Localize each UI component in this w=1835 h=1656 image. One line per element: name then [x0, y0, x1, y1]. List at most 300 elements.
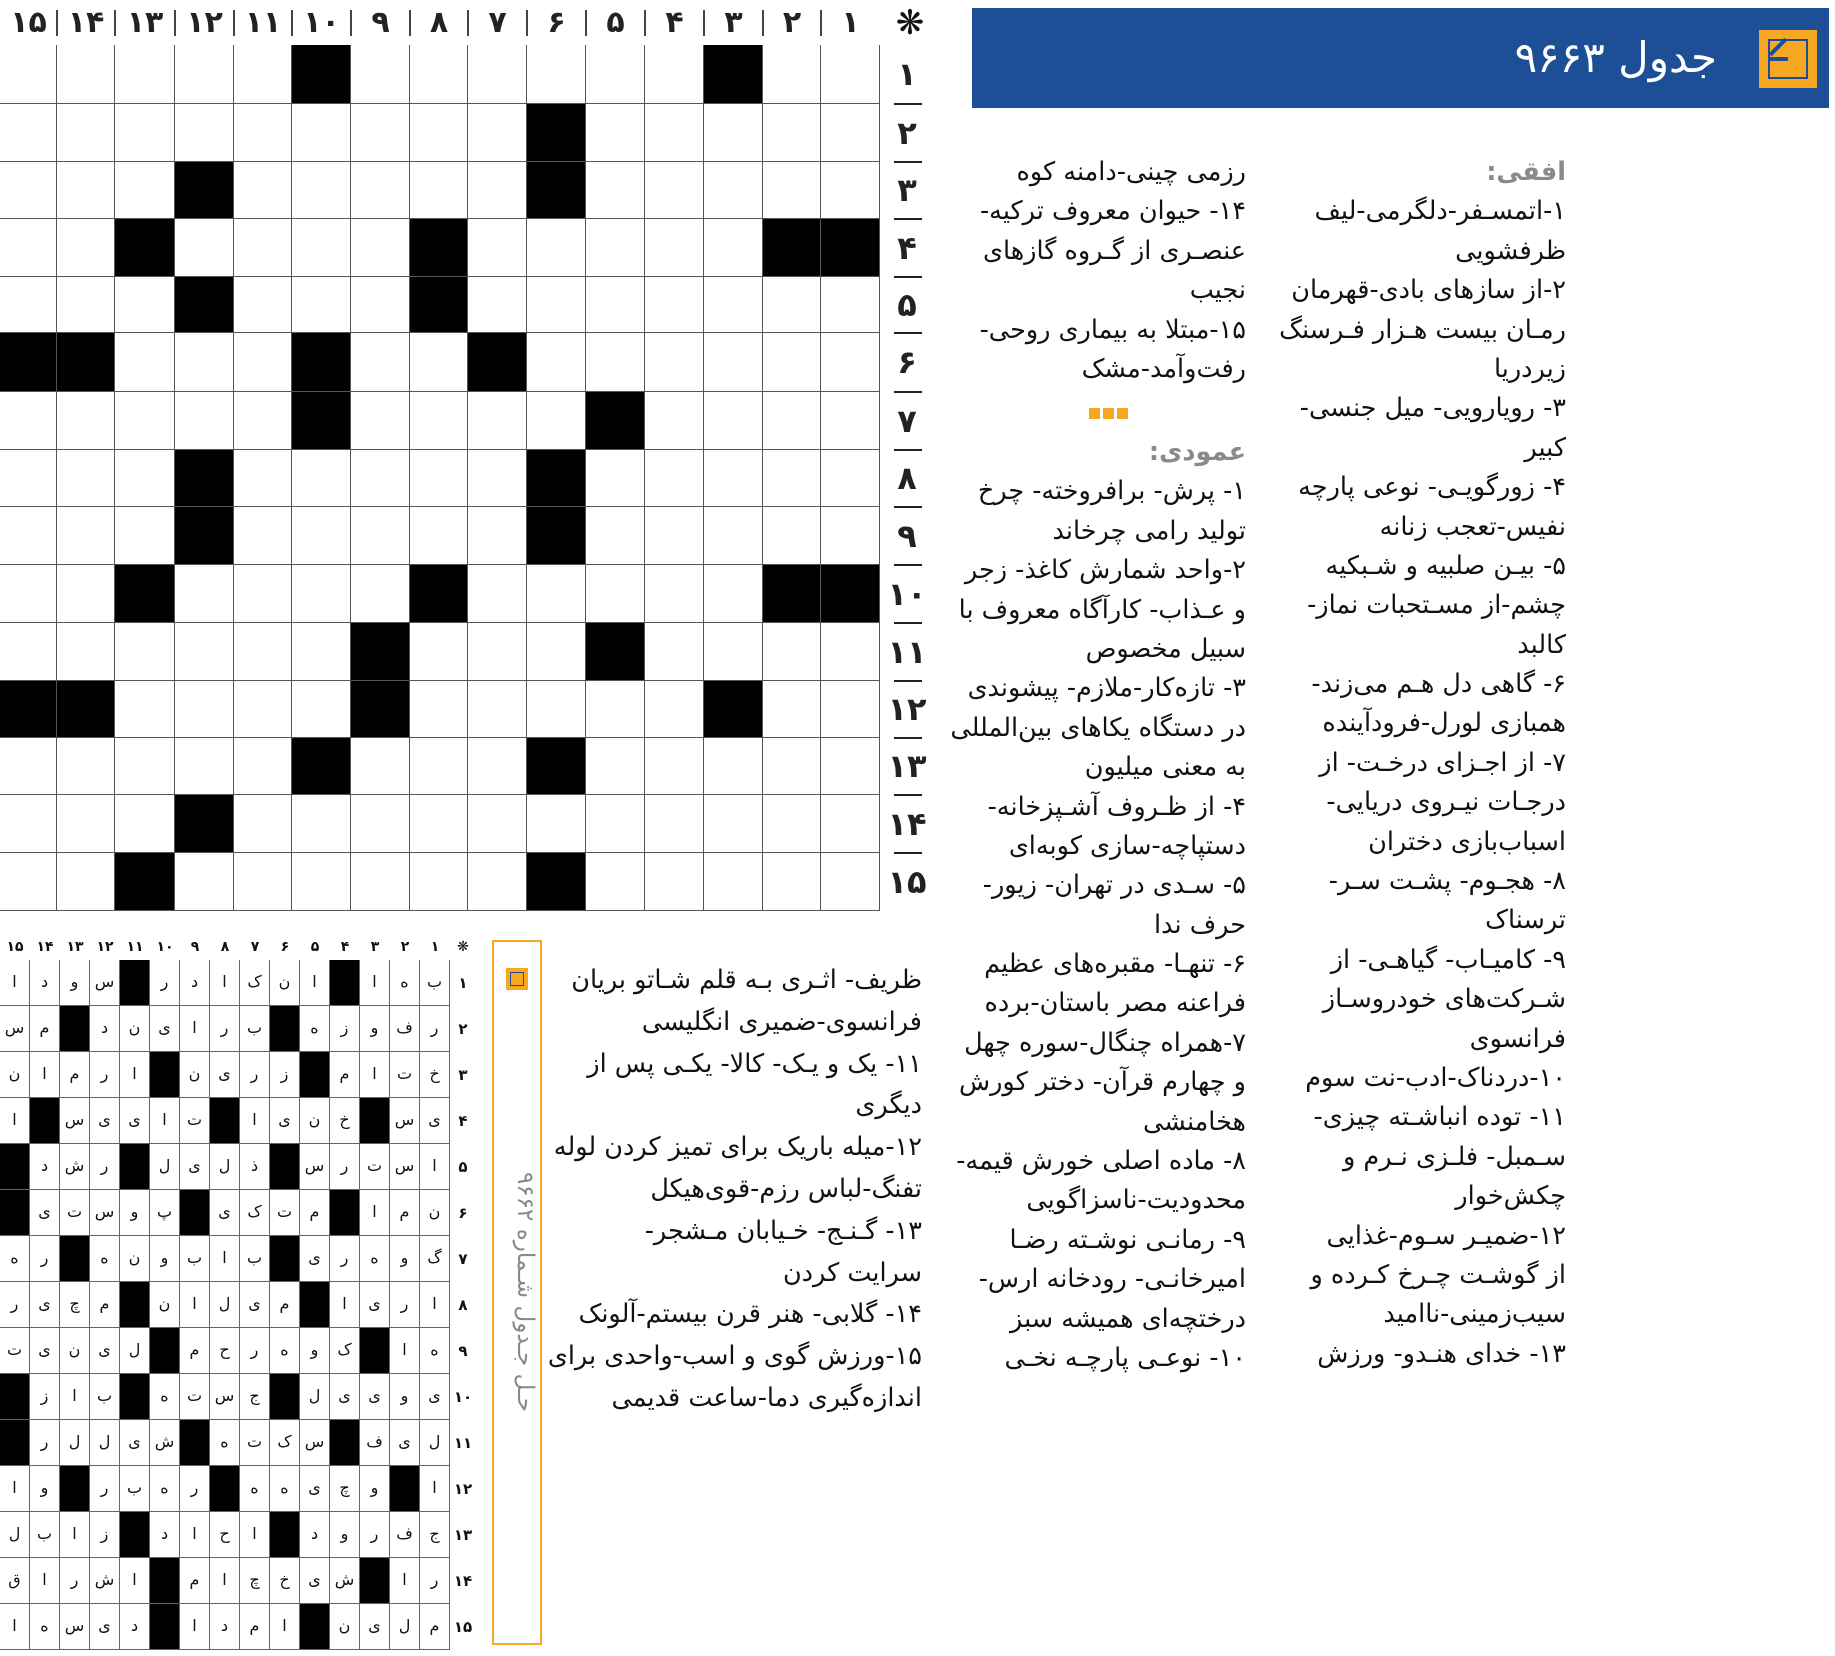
grid-cell[interactable] [0, 392, 57, 450]
grid-cell[interactable] [57, 738, 115, 795]
grid-cell[interactable] [821, 681, 880, 738]
grid-cell[interactable] [175, 219, 234, 277]
solution-cell: م [270, 1282, 300, 1328]
grid-cell[interactable] [115, 104, 175, 162]
solution-cell: ی [120, 1098, 150, 1144]
grid-cell[interactable] [234, 333, 292, 392]
solution-cell: د [210, 1604, 240, 1650]
clue-line: ۱-اتمسـفر-دلگرمی-لیف [1314, 196, 1566, 227]
grid-cell[interactable] [351, 507, 410, 565]
grid-cell[interactable] [763, 853, 821, 911]
grid-cell[interactable] [115, 45, 175, 104]
grid-cell[interactable] [645, 738, 704, 795]
clue-line: ۱۲-میله باریک برای تمیز کردن لوله [553, 1132, 922, 1163]
solution-row-number: ۴ [458, 1112, 468, 1130]
solution-black-cell [180, 1190, 210, 1236]
grid-cell[interactable] [115, 392, 175, 450]
grid-cell[interactable] [763, 681, 821, 738]
grid-cell[interactable] [821, 277, 880, 333]
grid-cell[interactable] [351, 795, 410, 853]
row-separator [894, 680, 922, 682]
solution-cell: م [30, 1006, 60, 1052]
clue-line: ۵- بیـن صلبیه و شـبکیه [1325, 550, 1566, 581]
clue-line: ۷-همراه چنگال-سوره چهل [964, 1027, 1246, 1058]
grid-cell[interactable] [821, 507, 880, 565]
black-cell [704, 45, 763, 104]
column-number: ۱۵ [10, 5, 47, 40]
grid-cell[interactable] [468, 795, 527, 853]
grid-cell[interactable] [645, 392, 704, 450]
grid-cell[interactable] [175, 45, 234, 104]
grid-cell[interactable] [234, 104, 292, 162]
grid-cell[interactable] [468, 219, 527, 277]
grid-cell[interactable] [0, 219, 57, 277]
grid-cell[interactable] [645, 45, 704, 104]
grid-cell[interactable] [704, 219, 763, 277]
grid-cell[interactable] [468, 738, 527, 795]
solution-cell: ی [300, 1558, 330, 1604]
grid-cell[interactable] [57, 565, 115, 623]
grid-cell[interactable] [645, 162, 704, 219]
grid-cell[interactable] [586, 507, 645, 565]
grid-cell[interactable] [234, 623, 292, 681]
corner-star-icon: ❋ [895, 3, 925, 43]
grid-cell[interactable] [586, 565, 645, 623]
solution-cell: د [150, 1512, 180, 1558]
solution-cell: ی [270, 1098, 300, 1144]
corner-star-icon: ❋ [457, 939, 469, 955]
solution-column-number: ۷ [250, 939, 260, 955]
solution-column-number: ۲ [400, 939, 410, 955]
solution-cell: م [330, 1052, 360, 1098]
clue-line: سبیل مخصوص [1085, 633, 1246, 664]
grid-cell[interactable] [821, 45, 880, 104]
grid-cell[interactable] [763, 162, 821, 219]
grid-cell[interactable] [468, 392, 527, 450]
grid-cell[interactable] [704, 795, 763, 853]
grid-cell[interactable] [234, 162, 292, 219]
newspaper-logo-icon [506, 968, 528, 990]
grid-cell[interactable] [645, 507, 704, 565]
grid-cell[interactable] [410, 45, 468, 104]
grid-cell[interactable] [410, 104, 468, 162]
grid-cell[interactable] [468, 623, 527, 681]
grid-cell[interactable] [292, 277, 351, 333]
grid-cell[interactable] [0, 277, 57, 333]
grid-cell[interactable] [115, 333, 175, 392]
black-cell [292, 738, 351, 795]
grid-cell[interactable] [704, 565, 763, 623]
black-cell [410, 277, 468, 333]
grid-cell[interactable] [115, 277, 175, 333]
grid-cell[interactable] [351, 565, 410, 623]
grid-cell[interactable] [351, 219, 410, 277]
solution-column-number: ۱۱ [126, 939, 144, 955]
solution-black-cell [330, 1190, 360, 1236]
grid-cell[interactable] [586, 104, 645, 162]
grid-cell[interactable] [57, 623, 115, 681]
solution-cell: د [30, 960, 60, 1006]
grid-cell[interactable] [645, 104, 704, 162]
solution-black-cell [330, 960, 360, 1006]
solution-cell: ی [330, 1374, 360, 1420]
clue-line: ۴- از ظـروف آشـپزخانه- [987, 791, 1246, 822]
grid-cell[interactable] [763, 277, 821, 333]
grid-cell[interactable] [351, 104, 410, 162]
clue-line: ۹- کامیـاب- گیاهـی- از [1330, 944, 1566, 975]
grid-cell[interactable] [410, 333, 468, 392]
solution-black-cell [390, 1466, 420, 1512]
grid-cell[interactable] [175, 104, 234, 162]
grid-cell[interactable] [704, 277, 763, 333]
grid-cell[interactable] [410, 795, 468, 853]
solution-cell: ا [420, 1466, 450, 1512]
grid-cell[interactable] [175, 681, 234, 738]
grid-cell[interactable] [527, 623, 586, 681]
solution-cell: د [90, 1006, 120, 1052]
grid-cell[interactable] [763, 392, 821, 450]
grid-cell[interactable] [410, 507, 468, 565]
grid-cell[interactable] [175, 853, 234, 911]
grid-cell[interactable] [704, 507, 763, 565]
grid-cell[interactable] [586, 853, 645, 911]
clue-line: ۱۵-مبتلا به بیماری روحی- [979, 314, 1246, 345]
solution-cell: ن [120, 1006, 150, 1052]
grid-cell[interactable] [115, 450, 175, 507]
grid-cell[interactable] [57, 392, 115, 450]
solution-cell: ب [240, 1236, 270, 1282]
solution-cell: ا [420, 1144, 450, 1190]
grid-cell[interactable] [527, 45, 586, 104]
solution-cell: ر [60, 1558, 90, 1604]
grid-cell[interactable] [763, 738, 821, 795]
solution-black-cell [270, 1006, 300, 1052]
solution-cell: ب [420, 960, 450, 1006]
grid-cell[interactable] [527, 565, 586, 623]
grid-cell[interactable] [527, 392, 586, 450]
grid-cell[interactable] [704, 853, 763, 911]
black-cell [527, 507, 586, 565]
solution-cell: ه [360, 1236, 390, 1282]
grid-cell[interactable] [175, 565, 234, 623]
grid-cell[interactable] [234, 853, 292, 911]
grid-cell[interactable] [57, 162, 115, 219]
solution-black-cell [360, 1098, 390, 1144]
grid-cell[interactable] [115, 795, 175, 853]
grid-cell[interactable] [527, 681, 586, 738]
grid-cell[interactable] [292, 219, 351, 277]
clue-line: ۵- سـدی در تهران- زیور- [982, 870, 1246, 901]
grid-cell[interactable] [468, 162, 527, 219]
grid-cell[interactable] [0, 45, 57, 104]
solution-black-cell [120, 1144, 150, 1190]
grid-cell[interactable] [645, 623, 704, 681]
grid-cell[interactable] [586, 450, 645, 507]
grid-cell[interactable] [351, 392, 410, 450]
grid-cell[interactable] [586, 45, 645, 104]
solution-cell: ک [240, 960, 270, 1006]
grid-cell[interactable] [821, 853, 880, 911]
solution-cell: و [120, 1190, 150, 1236]
solution-cell: ز [270, 1052, 300, 1098]
grid-cell[interactable] [468, 45, 527, 104]
grid-cell[interactable] [175, 738, 234, 795]
grid-cell[interactable] [821, 104, 880, 162]
solution-cell: ی [300, 1236, 330, 1282]
grid-cell[interactable] [57, 219, 115, 277]
grid-cell[interactable] [234, 277, 292, 333]
solution-cell: ف [390, 1006, 420, 1052]
grid-cell[interactable] [234, 392, 292, 450]
grid-cell[interactable] [234, 738, 292, 795]
grid-cell[interactable] [586, 277, 645, 333]
grid-cell[interactable] [763, 45, 821, 104]
solution-cell: ا [180, 1006, 210, 1052]
grid-cell[interactable] [351, 450, 410, 507]
grid-cell[interactable] [292, 795, 351, 853]
grid-cell[interactable] [821, 162, 880, 219]
clue-line: و چهارم قرآن- دختر کورش [958, 1067, 1246, 1098]
grid-cell[interactable] [57, 507, 115, 565]
grid-cell[interactable] [351, 333, 410, 392]
grid-cell[interactable] [821, 738, 880, 795]
grid-cell[interactable] [645, 853, 704, 911]
clue-line: هخامنشی [1142, 1106, 1246, 1137]
grid-cell[interactable] [0, 450, 57, 507]
grid-cell[interactable] [410, 623, 468, 681]
solution-cell: م [60, 1052, 90, 1098]
black-cell [57, 333, 115, 392]
grid-cell[interactable] [0, 795, 57, 853]
grid-cell[interactable] [763, 333, 821, 392]
grid-cell[interactable] [0, 104, 57, 162]
black-cell [175, 277, 234, 333]
grid-cell[interactable] [234, 795, 292, 853]
grid-cell[interactable] [57, 853, 115, 911]
grid-cell[interactable] [351, 162, 410, 219]
grid-cell[interactable] [645, 681, 704, 738]
grid-cell[interactable] [292, 507, 351, 565]
grid-cell[interactable] [351, 853, 410, 911]
row-number: ۱۱ [887, 633, 927, 671]
black-cell [175, 450, 234, 507]
grid-cell[interactable] [821, 333, 880, 392]
grid-cell[interactable] [645, 219, 704, 277]
grid-cell[interactable] [527, 277, 586, 333]
grid-cell[interactable] [821, 623, 880, 681]
solution-cell: ر [180, 1466, 210, 1512]
grid-cell[interactable] [234, 507, 292, 565]
row-number: ۸ [897, 459, 917, 497]
solution-cell: ه [210, 1420, 240, 1466]
solution-cell: ر [30, 1236, 60, 1282]
grid-cell[interactable] [821, 795, 880, 853]
solution-cell: ج [240, 1374, 270, 1420]
grid-cell[interactable] [115, 162, 175, 219]
grid-cell[interactable] [763, 507, 821, 565]
grid-cell[interactable] [821, 450, 880, 507]
grid-cell[interactable] [410, 853, 468, 911]
solution-black-cell [270, 1236, 300, 1282]
solution-cell: ا [0, 960, 30, 1006]
solution-cell: خ [330, 1098, 360, 1144]
grid-cell[interactable] [704, 104, 763, 162]
solution-cell: و [390, 1374, 420, 1420]
black-cell [468, 333, 527, 392]
grid-cell[interactable] [410, 392, 468, 450]
grid-cell[interactable] [468, 565, 527, 623]
grid-cell[interactable] [704, 162, 763, 219]
solution-cell: ت [390, 1052, 420, 1098]
grid-cell[interactable] [351, 277, 410, 333]
grid-cell[interactable] [292, 104, 351, 162]
grid-cell[interactable] [292, 623, 351, 681]
grid-cell[interactable] [57, 277, 115, 333]
grid-cell[interactable] [410, 738, 468, 795]
grid-cell[interactable] [351, 45, 410, 104]
grid-cell[interactable] [0, 738, 57, 795]
grid-cell[interactable] [645, 565, 704, 623]
clue-line: ۱۱- توده انباشـته چیزی- [1313, 1102, 1566, 1133]
grid-cell[interactable] [586, 333, 645, 392]
solution-cell: پ [150, 1190, 180, 1236]
grid-cell[interactable] [175, 392, 234, 450]
clue-line: در دستگاه یکاهای بین‌المللی [950, 712, 1246, 743]
grid-cell[interactable] [645, 795, 704, 853]
column-number: ۱۲ [186, 5, 223, 40]
grid-cell[interactable] [586, 738, 645, 795]
solution-cell: ا [210, 1558, 240, 1604]
grid-cell[interactable] [763, 104, 821, 162]
solution-cell: ز [30, 1374, 60, 1420]
solution-cell: ج [420, 1512, 450, 1558]
solution-cell: ا [270, 1604, 300, 1650]
clue-line: سیب‌زمینی-ناامید [1383, 1299, 1566, 1330]
grid-cell[interactable] [57, 45, 115, 104]
solution-cell: س [60, 1098, 90, 1144]
grid-cell[interactable] [763, 795, 821, 853]
grid-cell[interactable] [234, 450, 292, 507]
grid-cell[interactable] [704, 392, 763, 450]
row-separator [894, 506, 922, 508]
grid-cell[interactable] [115, 623, 175, 681]
grid-cell[interactable] [410, 681, 468, 738]
grid-cell[interactable] [410, 450, 468, 507]
solution-black-cell [210, 1098, 240, 1144]
grid-cell[interactable] [527, 333, 586, 392]
solution-cell: و [360, 1466, 390, 1512]
solution-cell: ب [90, 1374, 120, 1420]
grid-cell[interactable] [57, 450, 115, 507]
solution-black-cell [0, 1190, 30, 1236]
grid-cell[interactable] [527, 219, 586, 277]
grid-cell[interactable] [410, 162, 468, 219]
grid-cell[interactable] [704, 450, 763, 507]
row-number: ۱ [897, 55, 917, 93]
grid-cell[interactable] [0, 853, 57, 911]
grid-cell[interactable] [704, 623, 763, 681]
solution-cell: ا [360, 1190, 390, 1236]
grid-cell[interactable] [292, 681, 351, 738]
grid-cell[interactable] [234, 45, 292, 104]
grid-cell[interactable] [292, 565, 351, 623]
grid-cell[interactable] [115, 738, 175, 795]
grid-cell[interactable] [586, 219, 645, 277]
grid-cell[interactable] [704, 333, 763, 392]
solution-cell: ا [240, 1512, 270, 1558]
grid-cell[interactable] [468, 104, 527, 162]
solution-black-cell [300, 1052, 330, 1098]
grid-cell[interactable] [292, 450, 351, 507]
grid-cell[interactable] [704, 738, 763, 795]
grid-cell[interactable] [645, 277, 704, 333]
grid-cell[interactable] [234, 219, 292, 277]
black-cell [586, 623, 645, 681]
grid-cell[interactable] [645, 450, 704, 507]
solution-row-number: ۱۳ [453, 1526, 473, 1544]
grid-cell[interactable] [0, 507, 57, 565]
grid-cell[interactable] [763, 450, 821, 507]
solution-cell: ر [240, 1328, 270, 1374]
grid-cell[interactable] [763, 623, 821, 681]
clue-line: اسباب‌بازی دختران [1368, 826, 1566, 857]
solution-cell: ا [420, 1282, 450, 1328]
grid-cell[interactable] [292, 162, 351, 219]
grid-cell[interactable] [586, 162, 645, 219]
grid-cell[interactable] [0, 162, 57, 219]
solution-black-cell [210, 1466, 240, 1512]
solution-black-cell [60, 1236, 90, 1282]
clue-line: ظرفشویی [1455, 235, 1566, 266]
clue-line: ۸- هجـوم- پشـت سـر- [1328, 866, 1566, 897]
grid-cell[interactable] [645, 333, 704, 392]
black-cell [115, 565, 175, 623]
grid-cell[interactable] [175, 623, 234, 681]
grid-cell[interactable] [527, 795, 586, 853]
grid-cell[interactable] [821, 392, 880, 450]
grid-cell[interactable] [234, 565, 292, 623]
solution-cell: ر [240, 1052, 270, 1098]
grid-cell[interactable] [115, 507, 175, 565]
grid-cell[interactable] [0, 565, 57, 623]
solution-cell: چ [240, 1558, 270, 1604]
solution-cell: ن [120, 1236, 150, 1282]
grid-cell[interactable] [175, 333, 234, 392]
grid-cell[interactable] [586, 681, 645, 738]
grid-cell[interactable] [0, 623, 57, 681]
solution-cell: ش [90, 1558, 120, 1604]
solution-cell: ر [360, 1512, 390, 1558]
solution-cell: م [180, 1328, 210, 1374]
grid-cell[interactable] [468, 507, 527, 565]
row-number: ۷ [897, 402, 917, 440]
clue-line: ۱۲-ضمیـر سـوم-غذایی [1326, 1220, 1566, 1251]
grid-cell[interactable] [57, 104, 115, 162]
grid-cell[interactable] [468, 277, 527, 333]
grid-cell[interactable] [468, 681, 527, 738]
grid-cell[interactable] [234, 681, 292, 738]
grid-cell[interactable] [292, 853, 351, 911]
solution-cell: ن [270, 960, 300, 1006]
solution-cell: ا [180, 1512, 210, 1558]
solution-cell: ه [150, 1466, 180, 1512]
grid-cell[interactable] [351, 738, 410, 795]
grid-cell[interactable] [468, 450, 527, 507]
grid-cell[interactable] [586, 795, 645, 853]
grid-cell[interactable] [57, 795, 115, 853]
grid-cell[interactable] [468, 853, 527, 911]
grid-cell[interactable] [115, 681, 175, 738]
